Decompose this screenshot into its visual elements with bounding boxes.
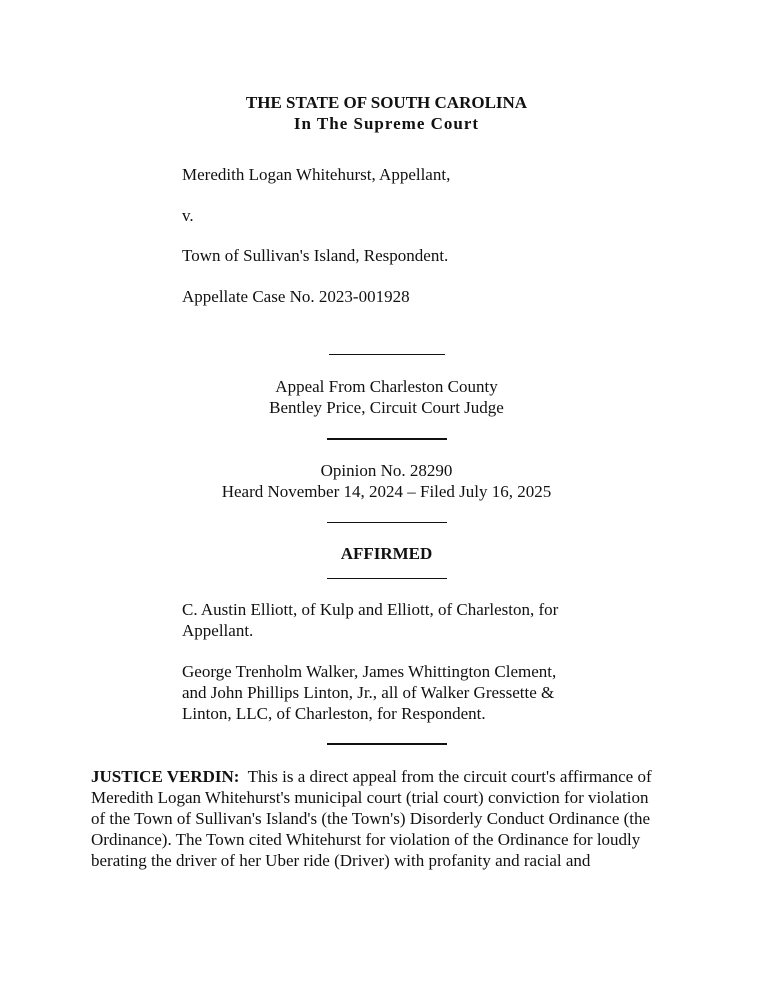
body-line: of the Town of Sullivan's Island's (the Town's) Disorderly Conduct Ordinance (the xyxy=(91,809,651,828)
counsel-line: George Trenholm Walker, James Whittington Clement, xyxy=(182,662,557,681)
state-heading: THE STATE OF SOUTH CAROLINA xyxy=(245,93,528,112)
body-line: berating the driver of her Uber ride (Driver) with profanity and racial and xyxy=(91,851,591,870)
appeal-from: Appeal From Charleston County xyxy=(275,377,498,396)
opinion-dates: Heard November 14, 2024 – Filed July 16, 2025 xyxy=(221,482,552,501)
versus-label: v. xyxy=(182,206,194,225)
appellant-counsel xyxy=(182,599,602,641)
counsel-line: and John Phillips Linton, Jr., all of Walker Gressette & xyxy=(182,683,555,702)
divider-rule-1 xyxy=(329,354,445,355)
counsel-line: C. Austin Elliott, of Kulp and Elliott, of Charleston, for xyxy=(182,600,559,619)
opinion-number: Opinion No. 28290 xyxy=(320,461,453,480)
body-line: Ordinance). The Town cited Whitehurst for violation of the Ordinance for loudly xyxy=(91,830,641,849)
appellant-name: Meredith Logan Whitehurst, Appellant, xyxy=(182,165,451,184)
divider-rule-2 xyxy=(327,438,447,440)
author-label: JUSTICE VERDIN: xyxy=(91,767,240,786)
opinion-paragraph xyxy=(91,766,691,871)
body-line: Meredith Logan Whitehurst's municipal court (trial court) conviction for violation xyxy=(91,788,649,807)
first-line-text: This is a direct appeal from the circuit court's affirmance of xyxy=(239,767,652,786)
divider-rule-4 xyxy=(327,578,447,579)
respondent-counsel xyxy=(182,661,602,724)
court-heading: In The Supreme Court xyxy=(293,114,480,133)
disposition: AFFIRMED xyxy=(340,544,433,563)
trial-judge: Bentley Price, Circuit Court Judge xyxy=(269,398,504,417)
counsel-line: Linton, LLC, of Charleston, for Respondent. xyxy=(182,704,486,723)
divider-rule-3 xyxy=(327,522,447,523)
body-line xyxy=(91,766,691,787)
divider-rule-5 xyxy=(327,743,447,745)
respondent-name: Town of Sullivan's Island, Respondent. xyxy=(182,246,449,265)
case-number: Appellate Case No. 2023-001928 xyxy=(182,287,410,306)
counsel-line: Appellant. xyxy=(182,621,254,640)
